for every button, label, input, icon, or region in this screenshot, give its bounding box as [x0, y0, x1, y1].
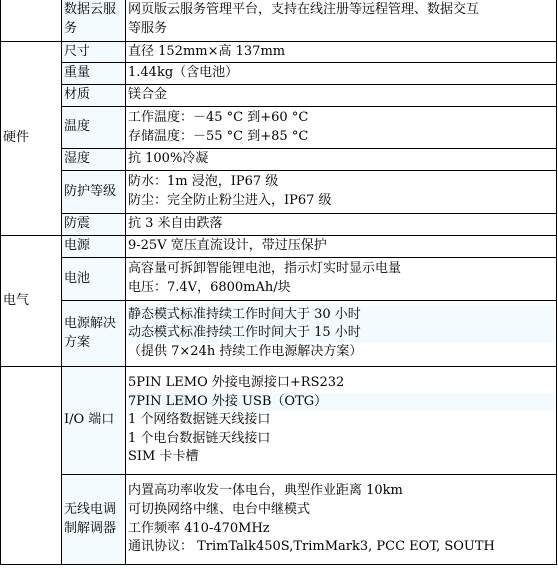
category-electric: 电气: [1, 236, 62, 367]
category-hardware: 硬件: [1, 42, 62, 236]
row-label-power: 电源: [62, 236, 126, 258]
table-row: [1, 258, 557, 301]
row-value-radio-modem: 内置高功率收发一体电台，典型作业距离 10km 可切换网络中继、电台中继模式 工作频率 410-470MHz 通讯协议： TrimTalk450S,TrimMark3, PCC EOT, SOUTH: [126, 475, 557, 565]
row-label-cloud: 数据云服务: [62, 0, 126, 42]
row-label-humidity: 湿度: [62, 149, 126, 171]
row-value-shock: 抗 3 米自由跌落: [126, 214, 557, 236]
row-label-power-solution: 电源解决方案: [62, 301, 126, 367]
row-label-weight: 重量: [62, 63, 126, 85]
row-value-power-solution: 静态模式标准持续工作时间大于 30 小时 动态模式标准持续工作时间大于 15 小时 （提供 7×24h 持续工作电源解决方案）: [126, 301, 557, 367]
table-row: [1, 85, 557, 107]
table-row: [1, 42, 557, 63]
table-row: [1, 107, 557, 149]
table-row: [1, 171, 557, 214]
row-value-cloud: 网页版云服务管理平台，支持在线注册等远程管理、数据交互 等服务: [126, 0, 557, 42]
table-row: [1, 63, 557, 85]
table-row: [1, 367, 557, 475]
table-row: [1, 214, 557, 236]
row-value-humidity: 抗 100%冷凝: [126, 149, 557, 171]
table-row: [1, 475, 557, 565]
row-label-radio-modem: 无线电调制解调器: [62, 475, 126, 565]
blank-category-cell: [1, 0, 62, 42]
row-label-material: 材质: [62, 85, 126, 107]
row-value-weight: 1.44kg（含电池）: [126, 63, 557, 85]
row-label-temperature: 温度: [62, 107, 126, 149]
row-value-temperature: 工作温度：－45 °C 到+60 °C 存储温度：－55 °C 到+85 °C: [126, 107, 557, 149]
row-label-battery: 电池: [62, 258, 126, 301]
row-value-io-port: 5PIN LEMO 外接电源接口+RS232 7PIN LEMO 外接 USB（OTG） 1 个网络数据链天线接口 1 个电台数据链天线接口 SIM 卡卡槽: [126, 367, 557, 475]
row-label-protection: 防护等级: [62, 171, 126, 214]
row-label-shock: 防震: [62, 214, 126, 236]
table-row: [1, 236, 557, 258]
row-label-io-port: I/O 端口: [62, 367, 126, 475]
table-row: [1, 0, 557, 42]
table-row: [1, 301, 557, 367]
row-value-material: 镁合金: [126, 85, 557, 107]
table-row: [1, 149, 557, 171]
row-value-power: 9-25V 宽压直流设计，带过压保护: [126, 236, 557, 258]
row-label-size: 尺寸: [62, 42, 126, 63]
row-value-battery: 高容量可拆卸智能锂电池，指示灯实时显示电量 电压：7.4V，6800mAh/块: [126, 258, 557, 301]
blank-category-cell: [1, 367, 62, 565]
row-value-size: 直径 152mm×高 137mm: [126, 42, 557, 63]
row-value-protection: 防水：1m 浸泡，IP67 级 防尘：完全防止粉尘进入，IP67 级: [126, 171, 557, 214]
